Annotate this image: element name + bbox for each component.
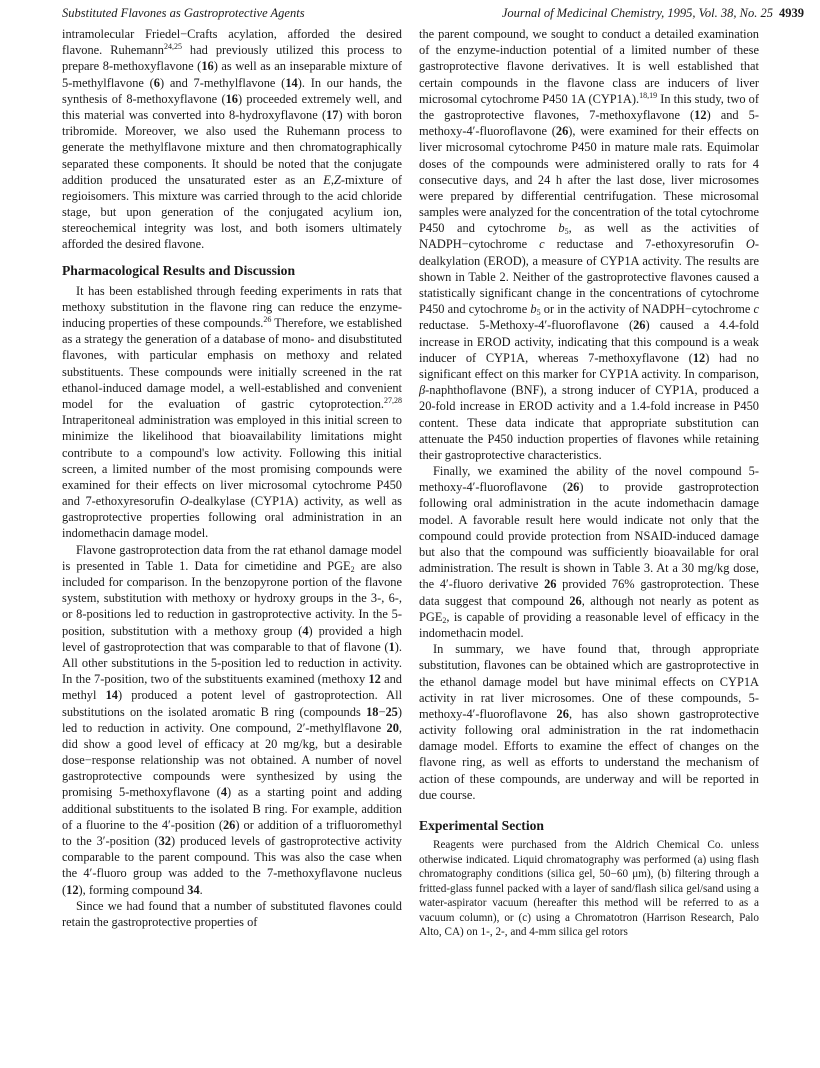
section-heading: Experimental Section xyxy=(419,818,544,833)
journal-info: Journal of Medicinal Chemistry, 1995, Vol. 38, No. 25 xyxy=(501,6,773,20)
paragraph: In summary, we have found that, through appropriate substitution, flavones can be obtained which are gastroprotective in the ethanol damage model but have minimal effects on CYP1A activity in rat liver microsomes. One of these compounds, 5-methoxy-4′-fluoroflavone 26, has also shown gastroprotective activity following oral administration in the rat indomethacin damage model. Efforts to examine the effect of changes on the flavone ring, as well as efforts to understand the mechanism of action of these compounds, are underway and will be reported in due course. xyxy=(419,642,760,802)
paragraph: Reagents were purchased from the Aldrich Chemical Co. unless otherwise indicated. Liquid chromatography was performed (a) using flash chromatography conditions (silica gel, 50−60 μm), (b) filtering through a fritted-glass funnel packed with a layer of sand/flash silica gel/sand using a water-aspirator vacuum (hereafter this method will be referred to as a vacuum column), or (c) using a Chromatotron (Harrison Research, Palo Alto, CA) on 1-, 2-, and 4-mm silica gel rotors xyxy=(419,839,759,938)
paragraph: Since we had found that a number of substituted flavones could retain the gastroprotective properties of xyxy=(62,898,402,929)
paragraph: It has been established through feeding experiments in rats that methoxy substitution in the flavone ring can reduce the enzyme-inducing properties of these compounds.$^{26}$ Therefore, we established as a strategy the generation of a database of mono- and disubstituted flavones, with particular emphasis on methoxy and related substituents. These compounds were initially screened in the rat ethanol-induced damage model, a well-established and convenient model for the evaluation of gastric cytoprotection.$^{27,28}$ Intraperitoneal administration was employed in this initial screen to minimize the likelihood that bioavailability limitations might contribute to a compound's low activity. Following this initial screen, a limited number of the most promising compounds were examined for their effects on liver microsomal cytochrome P450 and 7-ethoxyresorufin O-dealkylase (CYP1A) activity, as well as gastroprotective properties following oral administration in an indomethacin damage model. xyxy=(62,283,403,541)
paragraph: Flavone gastroprotection data from the rat ethanol damage model is presented in Table 1. Data for cimetidine and $PGE_2$ are also included for comparison. In the benzopyrone portion of the flavone system, substitution with methoxy or hydroxy groups in the 3-, 6-, or 8-positions led to reduction in gastroprotective activity. In the 5-position, substitution with a methoxy group (4) provided a high level of gastroprotection that was comparable to that of flavone (1). All other substitutions in the 5-position led to reduction in activity. In the 7-position, two of the substituents examined (methoxy 12 and methyl 14) produced a potent level of gastroprotection. All substitutions on the isolated aromatic B ring (compounds 18−25) led to reduction in activity. One compound, 2′-methylflavone 20, did show a good level of efficacy at 20 mg/kg, but a desirable dose−response relationship was not obtained. A number of novel gastroprotective compounds were synthesized by using the promising 5-methoxyflavone (4) as a starting point and adding additional substituents to the isolated B ring. For example, addition of a fluorine to the 4′-position (26) or addition of a trifluoromethyl to the 3′-position (32) produced levels of gastroprotective activity comparable to the parent compound. This was also the case when the 4′-fluoro group was added to the 7-methoxyflavone nucleus (12), forming compound 34. xyxy=(62,542,403,897)
paragraph: Finally, we examined the ability of the novel compound 5-methoxy-4′-fluoroflavone (26) to provide gastroprotection following oral administration in the acute indomethacin damage model. A favorable result here would indicate not only that the compound could provide protection from NSAID-induced damage but also that the compound was sufficiently bioavailable for oral administration. The result is shown in Table 3. At a 30 mg/kg dose, the 4′-fluoro derivative 26 provided 76% gastroprotection. These data suggest that compound 26, although not nearly as potent as $PGE_2$, is capable of providing a reasonable level of efficacy in the indomethacin model. xyxy=(419,464,760,640)
section-heading: Pharmacological Results and Discussion xyxy=(62,262,295,278)
left-column xyxy=(62,26,402,930)
running-title: Substituted Flavones as Gastroprotective Agents xyxy=(62,6,305,20)
paragraph: the parent compound, we sought to conduct a detailed examination of the enzyme-induction potential of a limited number of these gastroprotective flavone derivatives. It is well established that certain compounds in the flavone class are inducers of liver microsomal cytochrome P450 1A (CYP1A).$^{18,19}$ In this study, two of the gastroprotective flavones, 7-methoxyflavone (12) and 5-methoxy-4′-fluoroflavone (26), were examined for their effects on liver microsomal cytochrome P450 in mature male rats. Equimolar doses of the compounds were administered orally to rats for 4 consecutive days, and 24 h after the last dose, liver microsomes were prepared by differential centrifugation. These microsomal samples were analyzed for the concentration of the total cytochrome P450 and cytochrome $b_5$, as well as the activities of NADPH−cytochrome c reductase and 7-ethoxyresorufin O-dealkylation (EROD), a measure of CYP1A activity. The results are shown in Table 2. Neither of the gastroprotective flavones caused a statistically significant change in the concentrations of cytochrome P450 and cytochrome $b_5$ or in the activity of NADPH−cytochrome c reductase. 5-Methoxy-4′-fluoroflavone (26) caused a 4.4-fold increase in EROD activity, indicating that this compound is a weak inducer of CYP1A, whereas 7-methoxyflavone (12) had no significant effect on this marker for CYP1A activity. In comparison, β-naphthoflavone (BNF), a strong inducer of CYP1A, produced a 20-fold increase in EROD activity and a 1.4-fold increase in P450 content. These data indicate that appropriate substitution can attenuate the P450 induction properties of flavones while retaining their gastroprotective characteristics. xyxy=(419,27,760,462)
running-header xyxy=(62,6,804,22)
paragraph: intramolecular Friedel−Crafts acylation, afforded the desired flavone. Ruhemann$^{24,25}$ had previously utilized this process to prepare 8-methoxyflavone (16) as well as an inseparable mixture of 5-methylflavone (6) and 7-methylflavone (14). In our hands, the synthesis of 8-methoxyflavone (16) proceeded extremely well, and this material was converted into 8-hydroxyflavone (17) with boron tribromide. Moreover, we also used the Ruhemann process to generate the methylflavone mixture and then chromatographically separated these components. It should be noted that the conjugate addition produced the unsaturated ester as an E,Z-mixture of regioisomers. This mixture was carried through to the acid chloride stage, but upon generation of the conjugated acylium ion, stereochemical integrity was lost, and both isomers ultimately afforded the desired flavone. xyxy=(62,27,402,252)
right-column xyxy=(419,26,759,940)
journal-citation xyxy=(502,6,804,21)
page-number: 4939 xyxy=(779,6,804,20)
